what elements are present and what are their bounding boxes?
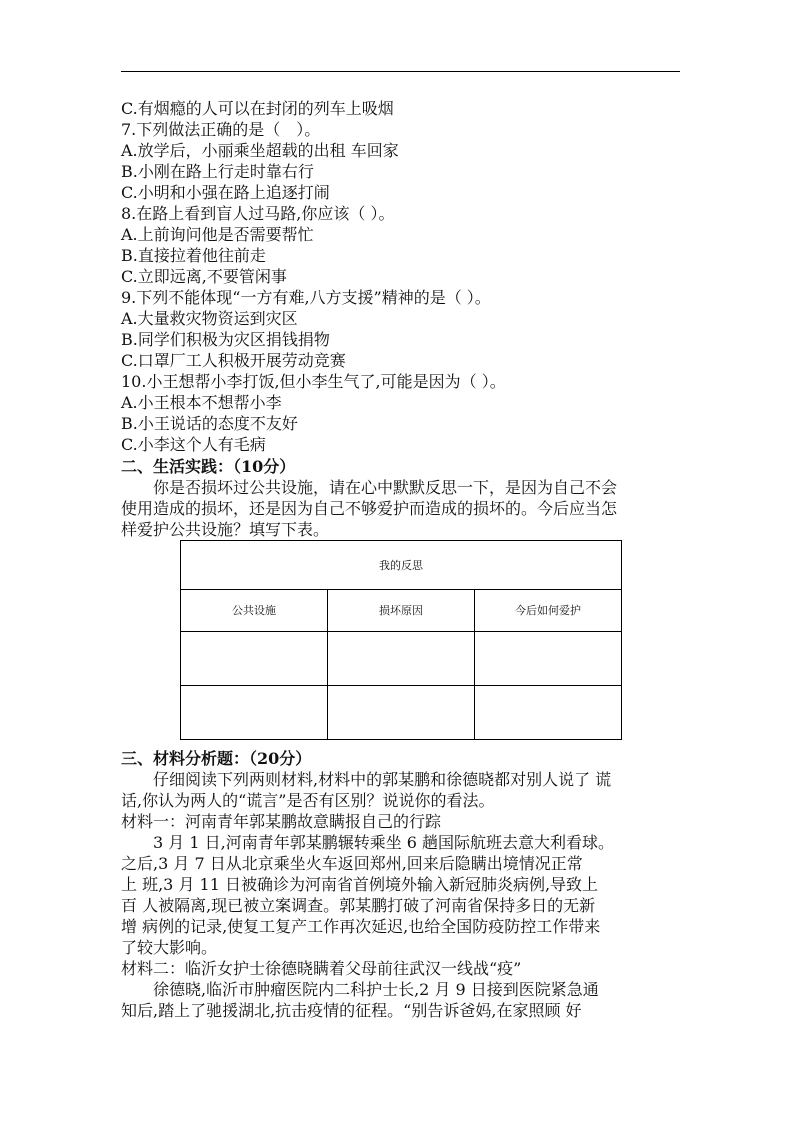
table-cell-empty[interactable]: [181, 632, 328, 686]
option-line: A.放学后，小丽乘坐超载的出租 车回家: [121, 141, 399, 160]
material-2-text: 徐德晓,临沂市肿瘤医院内二科护士长,2 月 9 日接到医院紧急通: [153, 980, 599, 999]
table-header-reason: 损坏原因: [328, 589, 475, 631]
table-cell-empty[interactable]: [328, 685, 475, 739]
option-line: A.大量救灾物资运到灾区: [121, 309, 298, 328]
table-cell-empty[interactable]: [181, 685, 328, 739]
table-cell-empty[interactable]: [475, 685, 622, 739]
table-cell-empty[interactable]: [328, 632, 475, 686]
option-line: C.口罩厂工人积极开展劳动竞赛: [121, 351, 346, 370]
option-line: C.小明和小强在路上追逐打闹: [121, 183, 330, 202]
section-2-paragraph: 使用造成的损坏，还是因为自己不够爱护而造成的损坏的。今后应当怎: [121, 499, 618, 518]
option-line: C.有烟瘾的人可以在封闭的列车上吸烟: [121, 99, 394, 118]
table-header-facility: 公共设施: [181, 589, 328, 631]
section-3-heading: 三、材料分析题：（20分）: [121, 749, 312, 768]
section-2-heading: 二、生活实践：（10分）: [121, 457, 296, 476]
section-3-intro: 话,你认为两人的“谎言”是否有区别？说说你的看法。: [121, 791, 495, 810]
table-row: [181, 632, 622, 686]
material-1-title: 材料一：河南青年郭某鹏故意瞒报自己的行踪: [121, 812, 442, 831]
option-line: B.直接拉着他往前走: [121, 246, 266, 265]
section-2-paragraph: 你是否损坏过公共设施，请在心中默默反思一下，是因为自己不会: [153, 478, 618, 497]
option-line: B.小刚在路上行走时靠右行: [121, 162, 314, 181]
material-1-text: 之后,3 月 7 日从北京乘坐火车返回郑州,回来后隐瞒出境情况正常: [121, 854, 583, 873]
table-row: [181, 685, 622, 739]
material-1-text: 上 班,3 月 11 日被确诊为河南省首例境外输入新冠肺炎病例,导致上: [121, 875, 599, 894]
header-rule: [121, 71, 680, 72]
material-2-text: 知后,踏上了驰援湖北,抗击疫情的征程。“别告诉爸妈,在家照顾 好: [121, 1001, 582, 1020]
section-3-intro: 仔细阅读下列两则材料,材料中的郭某鹏和徐德晓都对别人说了 谎: [153, 770, 612, 789]
question-8: 8.在路上看到盲人过马路,你应该（ ）。: [121, 204, 395, 223]
option-line: B.同学们积极为灾区捐钱捐物: [121, 330, 330, 349]
question-7: 7.下列做法正确的是（ ）。: [121, 120, 321, 139]
option-line: B.小王说话的态度不友好: [121, 414, 298, 433]
option-line: C.小李这个人有毛病: [121, 435, 266, 454]
option-line: A.小王根本不想帮小李: [121, 393, 282, 412]
material-1-text: 增 病例的记录,使复工复产工作再次延迟,也给全国防疫防控工作带来: [121, 917, 601, 936]
reflection-table: [180, 540, 622, 740]
option-line: A.上前询问他是否需要帮忙: [121, 225, 314, 244]
option-line: C.立即远离,不要管闲事: [121, 267, 287, 286]
material-1-text: 了较大影响。: [121, 938, 218, 957]
material-2-title: 材料二：临沂女护士徐德晓瞒着父母前往武汉一线战“疫”: [121, 959, 522, 978]
material-1-text: 3 月 1 日,河南青年郭某鹏辗转乘坐 6 趟国际航班去意大利看球。: [153, 833, 615, 852]
question-9: 9.下列不能体现“一方有难,八方支援”精神的是（ ）。: [121, 288, 491, 307]
section-2-paragraph: 样爱护公共设施？填写下表。: [121, 520, 330, 539]
table-header-care: 今后如何爱护: [475, 589, 622, 631]
table-cell-empty[interactable]: [475, 632, 622, 686]
table-title: 我的反思: [181, 541, 622, 590]
material-1-text: 百 人被隔离,现已被立案调查。郭某鹏打破了河南省保持多日的无新: [121, 896, 596, 915]
question-10: 10.小王想帮小李打饭,但小李生气了,可能是因为（ ）。: [121, 372, 506, 391]
